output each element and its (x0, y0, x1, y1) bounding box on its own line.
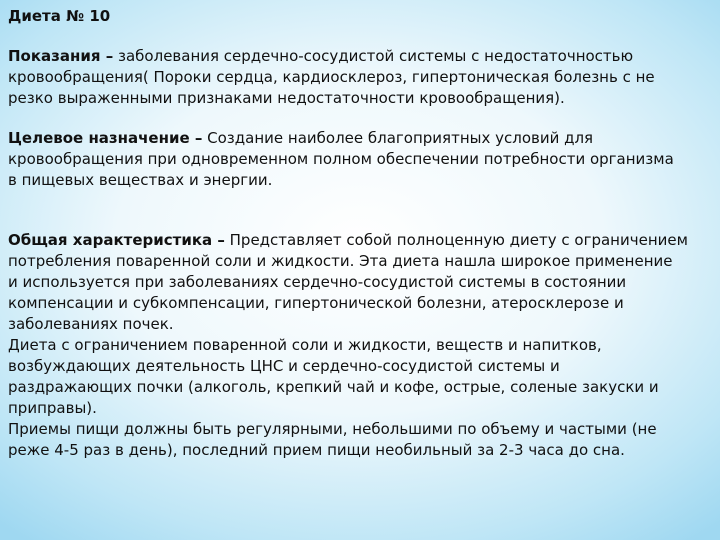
page-title: Диета № 10 (8, 7, 111, 25)
indications-text-1: заболевания сердечно-сосудистой системы с недостаточностью (118, 47, 634, 65)
spacer (8, 109, 714, 128)
indications-text-2: кровообращения( Пороки сердца, кардиосклероз, гипертоническая болезнь с не (8, 68, 655, 86)
general-text-5: заболеваниях почек. (8, 315, 174, 333)
general-text-6: Диета с ограничением поваренной соли и жидкости, веществ и напитков, (8, 336, 602, 354)
general-text-3: и используется при заболеваниях сердечно-сосудистой системы в состоянии (8, 273, 627, 291)
indications-text-3: резко выраженными признаками недостаточности кровообращения). (8, 89, 565, 107)
indications-line-1 (8, 46, 714, 67)
indications-label: Показания – (8, 47, 114, 65)
general-text-2: потребления поваренной соли и жидкости. Эта диета нашла широкое применение (8, 252, 673, 270)
general-text-1: Представляет собой полноценную диету с ограничением (229, 231, 688, 249)
purpose-section (8, 128, 714, 191)
spacer (8, 191, 714, 230)
indications-section (8, 46, 714, 109)
general-line-1 (8, 230, 714, 251)
purpose-text-1: Создание наиболее благоприятных условий для (207, 129, 594, 147)
general-text-11: реже 4-5 раз в день), последний прием пищи необильный за 2-3 часа до сна. (8, 441, 625, 459)
general-text-8: раздражающих почки (алкоголь, крепкий чай и кофе, острые, соленые закуски и (8, 378, 659, 396)
general-text-10: Приемы пищи должны быть регулярными, небольшими по объему и частыми (не (8, 420, 657, 438)
general-text-9: приправы). (8, 399, 97, 417)
purpose-text-2: кровообращения при одновременном полном обеспечении потребности организма (8, 150, 674, 168)
purpose-line-1 (8, 128, 714, 149)
general-section (8, 230, 714, 461)
general-text-7: возбуждающих деятельность ЦНС и сердечно-сосудистой системы и (8, 357, 560, 375)
purpose-text-3: в пищевых веществах и энергии. (8, 171, 273, 189)
general-text-4: компенсации и субкомпенсации, гипертонической болезни, атеросклерозе и (8, 294, 624, 312)
general-label: Общая характеристика – (8, 231, 225, 249)
purpose-label: Целевое назначение – (8, 129, 203, 147)
slide-content (8, 6, 714, 461)
